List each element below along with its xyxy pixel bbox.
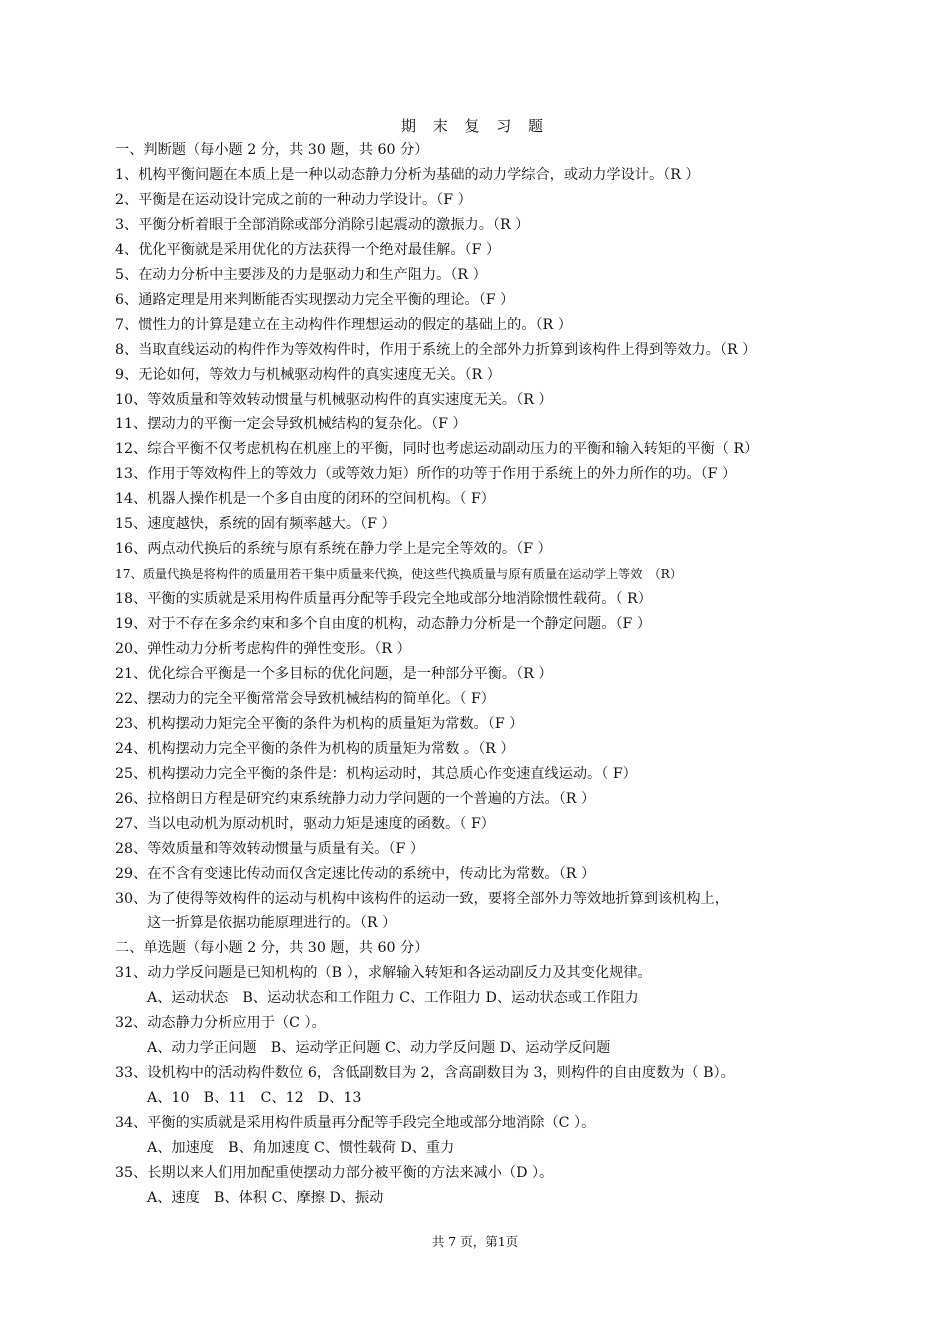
question-continuation: A、速度 B、体积 C、摩擦 D、振动 xyxy=(147,1189,384,1206)
question-line: 2、平衡是在运动设计完成之前的一种动力学设计。（F ） xyxy=(115,191,472,208)
question-line: 14、机器人操作机是一个多自由度的闭环的空间机构。（ F） xyxy=(115,491,495,508)
question-line: 24、机构摆动力完全平衡的条件为机构的质量矩为常数 。（R ） xyxy=(115,740,515,757)
question-line: 4、优化平衡就是采用优化的方法获得一个绝对最佳解。（F ） xyxy=(115,241,501,258)
question-line: 9、无论如何，等效力与机械驱动构件的真实速度无关。（R ） xyxy=(115,366,501,383)
question-line: 17、质量代换是将构件的质量用若干集中质量来代换，使这些代换质量与原有质量在运动学上等效 （R） xyxy=(115,567,683,582)
question-line: 26、拉格朗日方程是研究约束系统静力动力学问题的一个普遍的方法。（R ） xyxy=(115,790,596,807)
question-line: 29、在不含有变速比传动而仅含定速比传动的系统中，传动比为常数。（R ） xyxy=(115,865,596,882)
section-heading: 一、判断题（每小题 2 分，共 30 题，共 60 分） xyxy=(115,142,429,158)
question-line: 8、当取直线运动的构件作为等效构件时，作用于系统上的全部外力折算到该构件上得到等效力。（R ） xyxy=(115,341,757,358)
question-line: 3、平衡分析着眼于全部消除或部分消除引起震动的激振力。（R ） xyxy=(115,216,530,233)
question-continuation: A、运动状态 B、运动状态和工作阻力 C、工作阻力 D、运动状态或工作阻力 xyxy=(147,990,639,1007)
page-title: 期 末 复 习 题 xyxy=(400,117,550,135)
question-line: 13、作用于等效构件上的等效力（或等效力矩）所作的功等于作用于系统上的外力所作的功。（F ） xyxy=(115,466,737,483)
question-line: 11、摆动力的平衡一定会导致机械结构的复杂化。（F ） xyxy=(115,416,467,433)
question-line: 19、对于不存在多余约束和多个自由度的机构，动态静力分析是一个静定问题。（F ） xyxy=(115,616,652,632)
question-continuation: A、加速度 B、角加速度 C、惯性载荷 D、重力 xyxy=(147,1140,455,1156)
question-line: 33、设机构中的活动构件数位 6，含低副数目为 2，含高副数目为 3，则构件的自由度数为（ B）。 xyxy=(115,1065,735,1082)
question-continuation: 这一折算是依据功能原理进行的。（R ） xyxy=(147,915,397,932)
page-footer: 共 7 页，第1页 xyxy=(431,1234,519,1249)
question-line: 21、优化综合平衡是一个多目标的优化问题，是一种部分平衡。（R ） xyxy=(115,665,553,682)
question-line: 35、长期以来人们用加配重使摆动力部分被平衡的方法来减小（D ）。 xyxy=(115,1164,554,1181)
question-line: 23、机构摆动力矩完全平衡的条件为机构的质量矩为常数。（F ） xyxy=(115,715,524,732)
question-line: 15、速度越快，系统的固有频率越大。（F ） xyxy=(115,516,396,533)
question-line: 30、为了使得等效构件的运动与机构中该构件的运动一致，要将全部外力等效地折算到该机构上， xyxy=(115,890,729,907)
question-line: 1、机构平衡问题在本质上是一种以动态静力分析为基础的动力学综合，或动力学设计。（R ） xyxy=(115,166,700,183)
question-line: 7、惯性力的计算是建立在主动构件作理想运动的假定的基础上的。（R ） xyxy=(115,316,572,333)
question-line: 25、机构摆动力完全平衡的条件是：机构运动时，其总质心作变速直线运动。（ F） xyxy=(115,765,637,782)
question-line: 6、通路定理是用来判断能否实现摆动力完全平衡的理论。（F ） xyxy=(115,291,515,308)
question-line: 27、当以电动机为原动机时，驱动力矩是速度的函数。（ F） xyxy=(115,815,495,832)
question-continuation: A、10 B、11 C、12 D、13 xyxy=(147,1090,362,1107)
question-line: 34、平衡的实质就是采用构件质量再分配等手段完全地或部分地消除（C ）。 xyxy=(115,1115,596,1131)
question-line: 20、弹性动力分析考虑构件的弹性变形。（R ） xyxy=(115,641,411,657)
question-line: 12、综合平衡不仅考虑机构在机座上的平衡，同时也考虑运动副动压力的平衡和输入转矩的平衡（ R） xyxy=(115,441,759,458)
question-continuation: A、动力学正问题 B、运动学正问题 C、动力学反问题 D、运动学反问题 xyxy=(147,1040,611,1057)
question-line: 32、动态静力分析应用于（C ）。 xyxy=(115,1015,326,1032)
question-line: 10、等效质量和等效转动惯量与机械驱动构件的真实速度无关。（R ） xyxy=(115,391,553,408)
question-line: 18、平衡的实质就是采用构件质量再分配等手段完全地或部分地消除惯性载荷。（ R） xyxy=(115,591,652,608)
section-heading: 二、单选题（每小题 2 分，共 30 题，共 60 分） xyxy=(115,940,429,957)
question-line: 22、摆动力的完全平衡常常会导致机械结构的简单化。（ F） xyxy=(115,690,495,707)
question-line: 16、两点动代换后的系统与原有系统在静力学上是完全等效的。（F ） xyxy=(115,541,552,558)
question-line: 28、等效质量和等效转动惯量与质量有关。（F ） xyxy=(115,840,425,857)
question-line: 5、在动力分析中主要涉及的力是驱动力和生产阻力。（R ） xyxy=(115,266,487,283)
question-line: 31、动力学反问题是已知机构的（B ），求解输入转矩和各运动副反力及其变化规律。 xyxy=(115,965,652,982)
